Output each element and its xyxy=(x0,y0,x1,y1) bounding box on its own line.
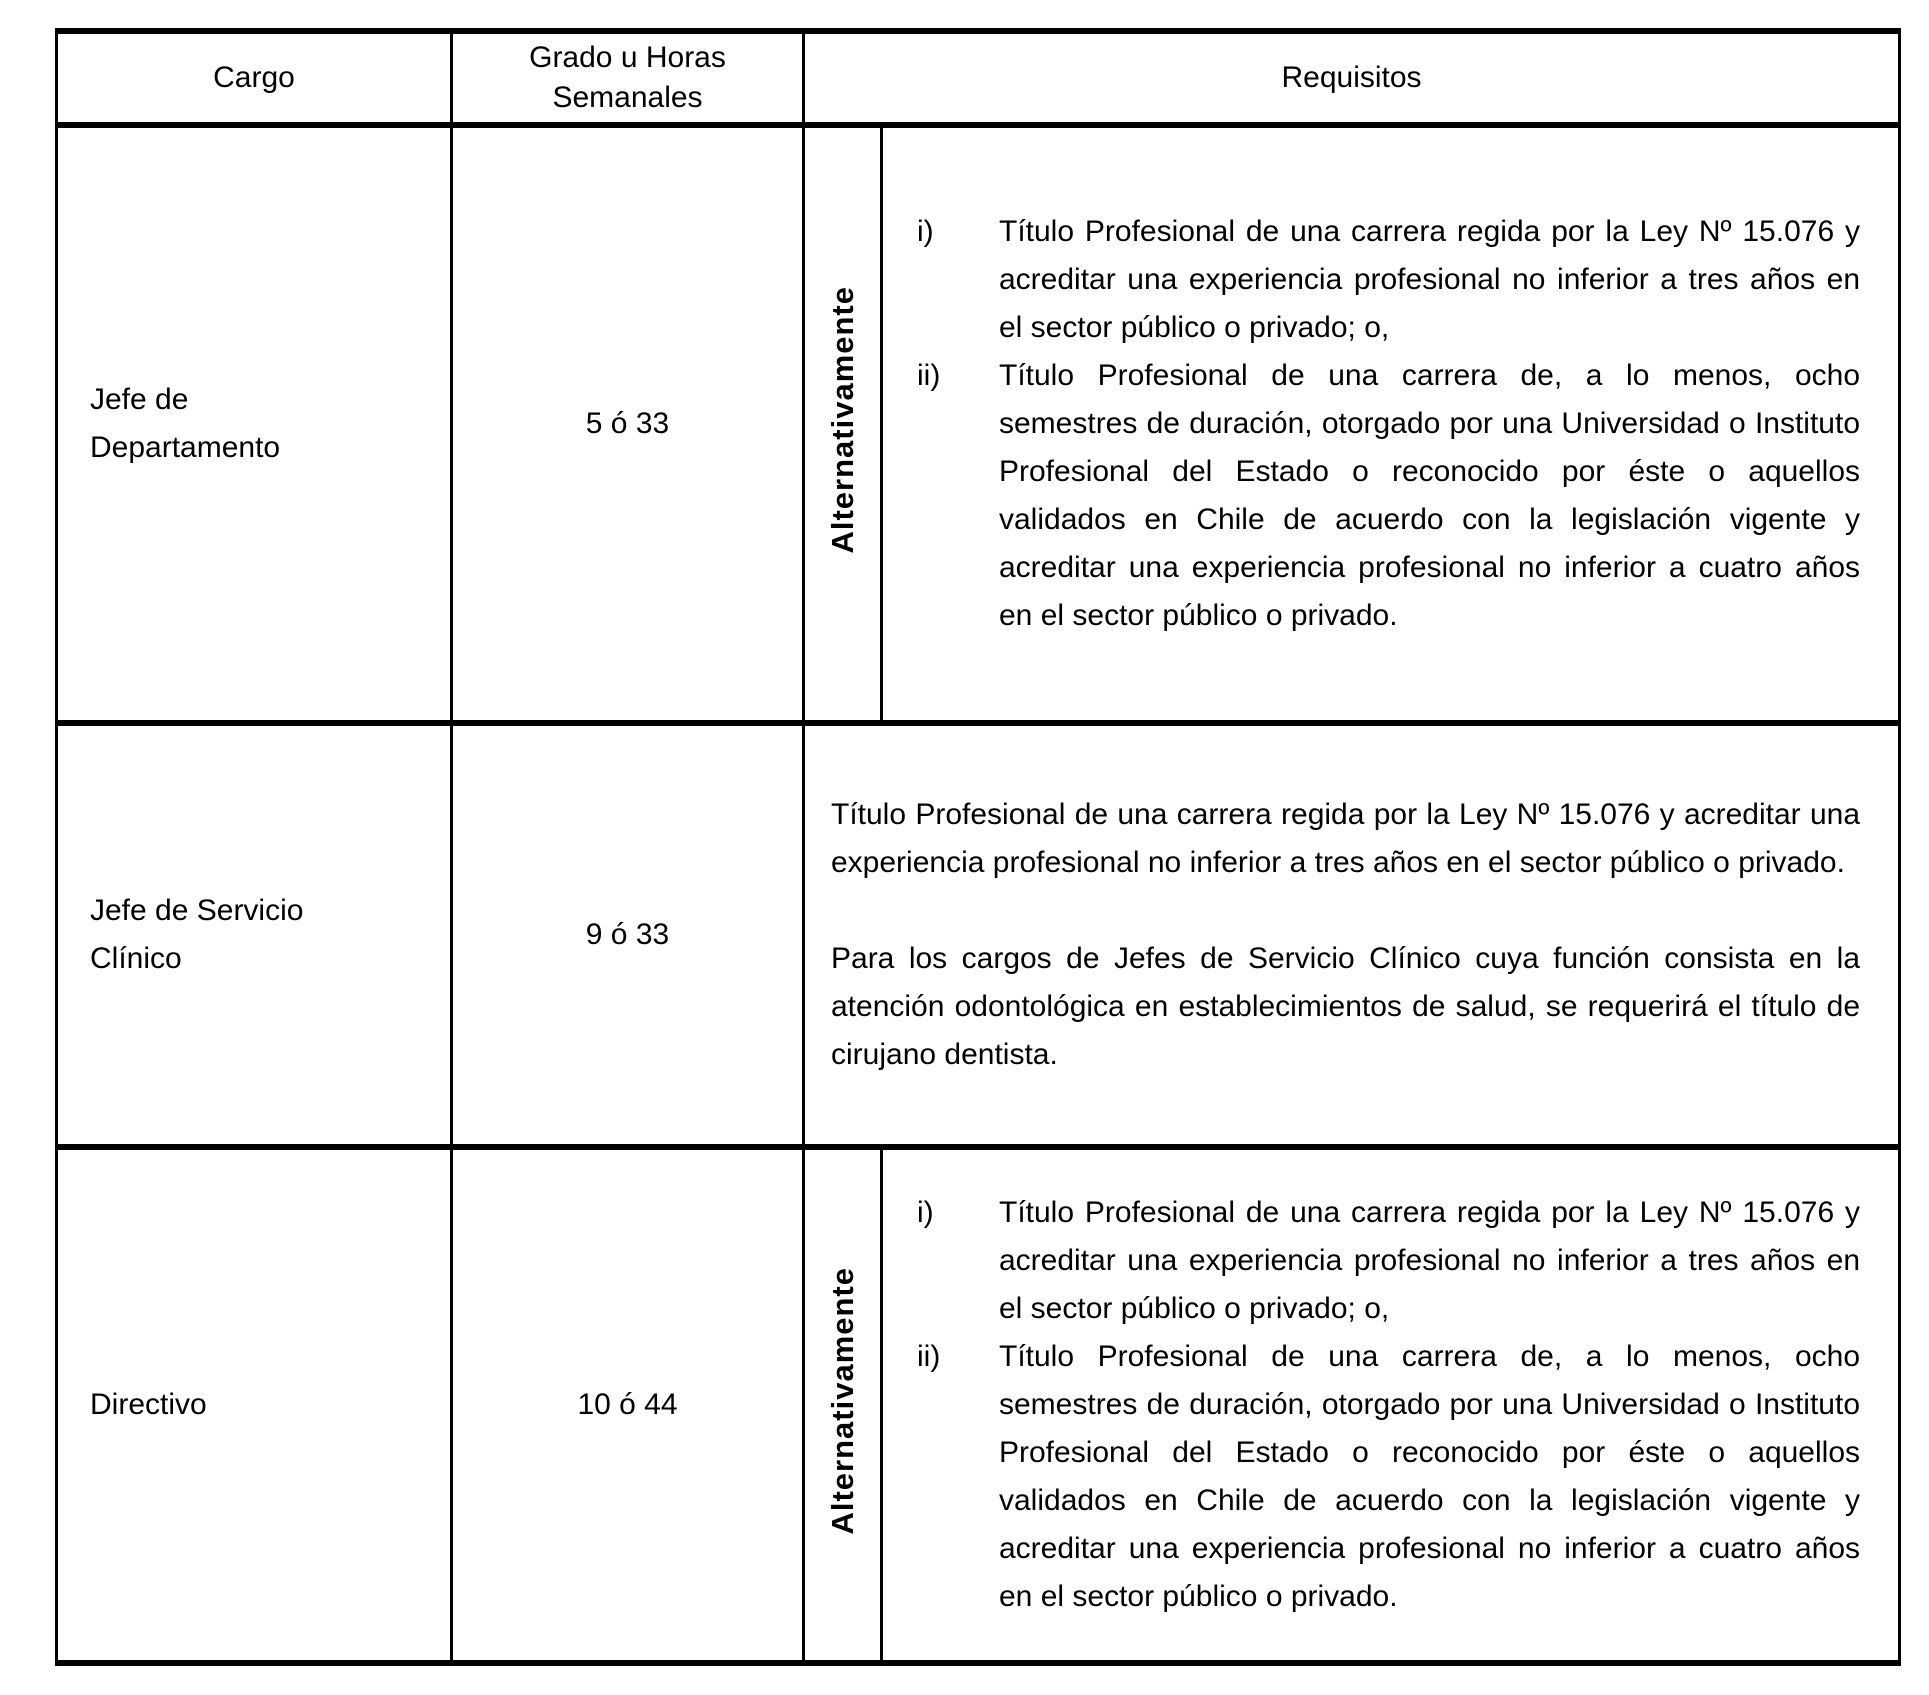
list-item-text: Título Profesional de una carrera de, a lo menos, ocho semestres de duración, otorgado por una Universidad o Instituto Profesional del Estado o reconocido por éste o aquellos validados en Chile de acuerdo con la legislación vigente y acreditar una experiencia profesional no inferior a cuatro años en el sector público o privado. xyxy=(999,359,1861,632)
grado-cell: 5 ó 33 xyxy=(452,125,804,723)
cargo-cell xyxy=(57,1147,452,1663)
requisitos-paragraph: Título Profesional de una carrera regida por la Ley Nº 15.076 y acreditar una experiencia profesional no inferior a tres años en el sector público o privado. xyxy=(831,798,1861,879)
list-marker: ii) xyxy=(917,359,941,392)
list-item xyxy=(907,1189,1860,1333)
table-header-row xyxy=(57,31,1900,125)
cargo-value: Jefe de Departamento xyxy=(90,383,281,464)
alternativamente-cell xyxy=(804,1147,882,1663)
alternativamente-label: Alternativamente xyxy=(824,286,860,554)
cargo-cell xyxy=(57,125,452,723)
table-row-jefe-departamento xyxy=(57,125,1900,723)
list-item xyxy=(907,1333,1860,1621)
table-row-jefe-servicio-clinico xyxy=(57,723,1900,1147)
grado-cell: 9 ó 33 xyxy=(452,723,804,1147)
list-marker: ii) xyxy=(917,1340,941,1373)
requisitos-cell xyxy=(882,125,1900,723)
requisitos-cell xyxy=(804,723,1900,1147)
alternativamente-cell xyxy=(804,125,882,723)
list-item xyxy=(907,208,1860,352)
cargo-value: Directivo xyxy=(90,1388,207,1421)
table-row-directivo xyxy=(57,1147,1900,1663)
list-item-text: Título Profesional de una carrera regida por la Ley Nº 15.076 y acreditar una experiencia profesional no inferior a tres años en el sector público o privado; o, xyxy=(999,215,1861,344)
list-marker: i) xyxy=(917,215,934,248)
list-item xyxy=(907,352,1860,640)
list-marker: i) xyxy=(917,1196,934,1229)
list-item-text: Título Profesional de una carrera de, a lo menos, ocho semestres de duración, otorgado por una Universidad o Instituto Profesional del Estado o reconocido por éste o aquellos validados en Chile de acuerdo con la legislación vigente y acreditar una experiencia profesional no inferior a cuatro años en el sector público o privado. xyxy=(999,1340,1861,1613)
header-grado: Grado u Horas Semanales xyxy=(452,31,804,125)
alternativamente-label: Alternativamente xyxy=(824,1267,860,1535)
requisitos-cell xyxy=(882,1147,1900,1663)
header-requisitos: Requisitos xyxy=(804,31,1900,125)
cargo-cell xyxy=(57,723,452,1147)
grado-cell: 10 ó 44 xyxy=(452,1147,804,1663)
header-cargo: Cargo xyxy=(57,31,452,125)
requisitos-paragraph: Para los cargos de Jefes de Servicio Clínico cuya función consista en la atención odontológica en establecimientos de salud, se requerirá el título de cirujano dentista. xyxy=(831,942,1861,1071)
cargo-value: Jefe de Servicio Clínico xyxy=(90,894,304,975)
list-item-text: Título Profesional de una carrera regida por la Ley Nº 15.076 y acreditar una experiencia profesional no inferior a tres años en el sector público o privado; o, xyxy=(999,1196,1861,1325)
requirements-table xyxy=(55,28,1901,1666)
